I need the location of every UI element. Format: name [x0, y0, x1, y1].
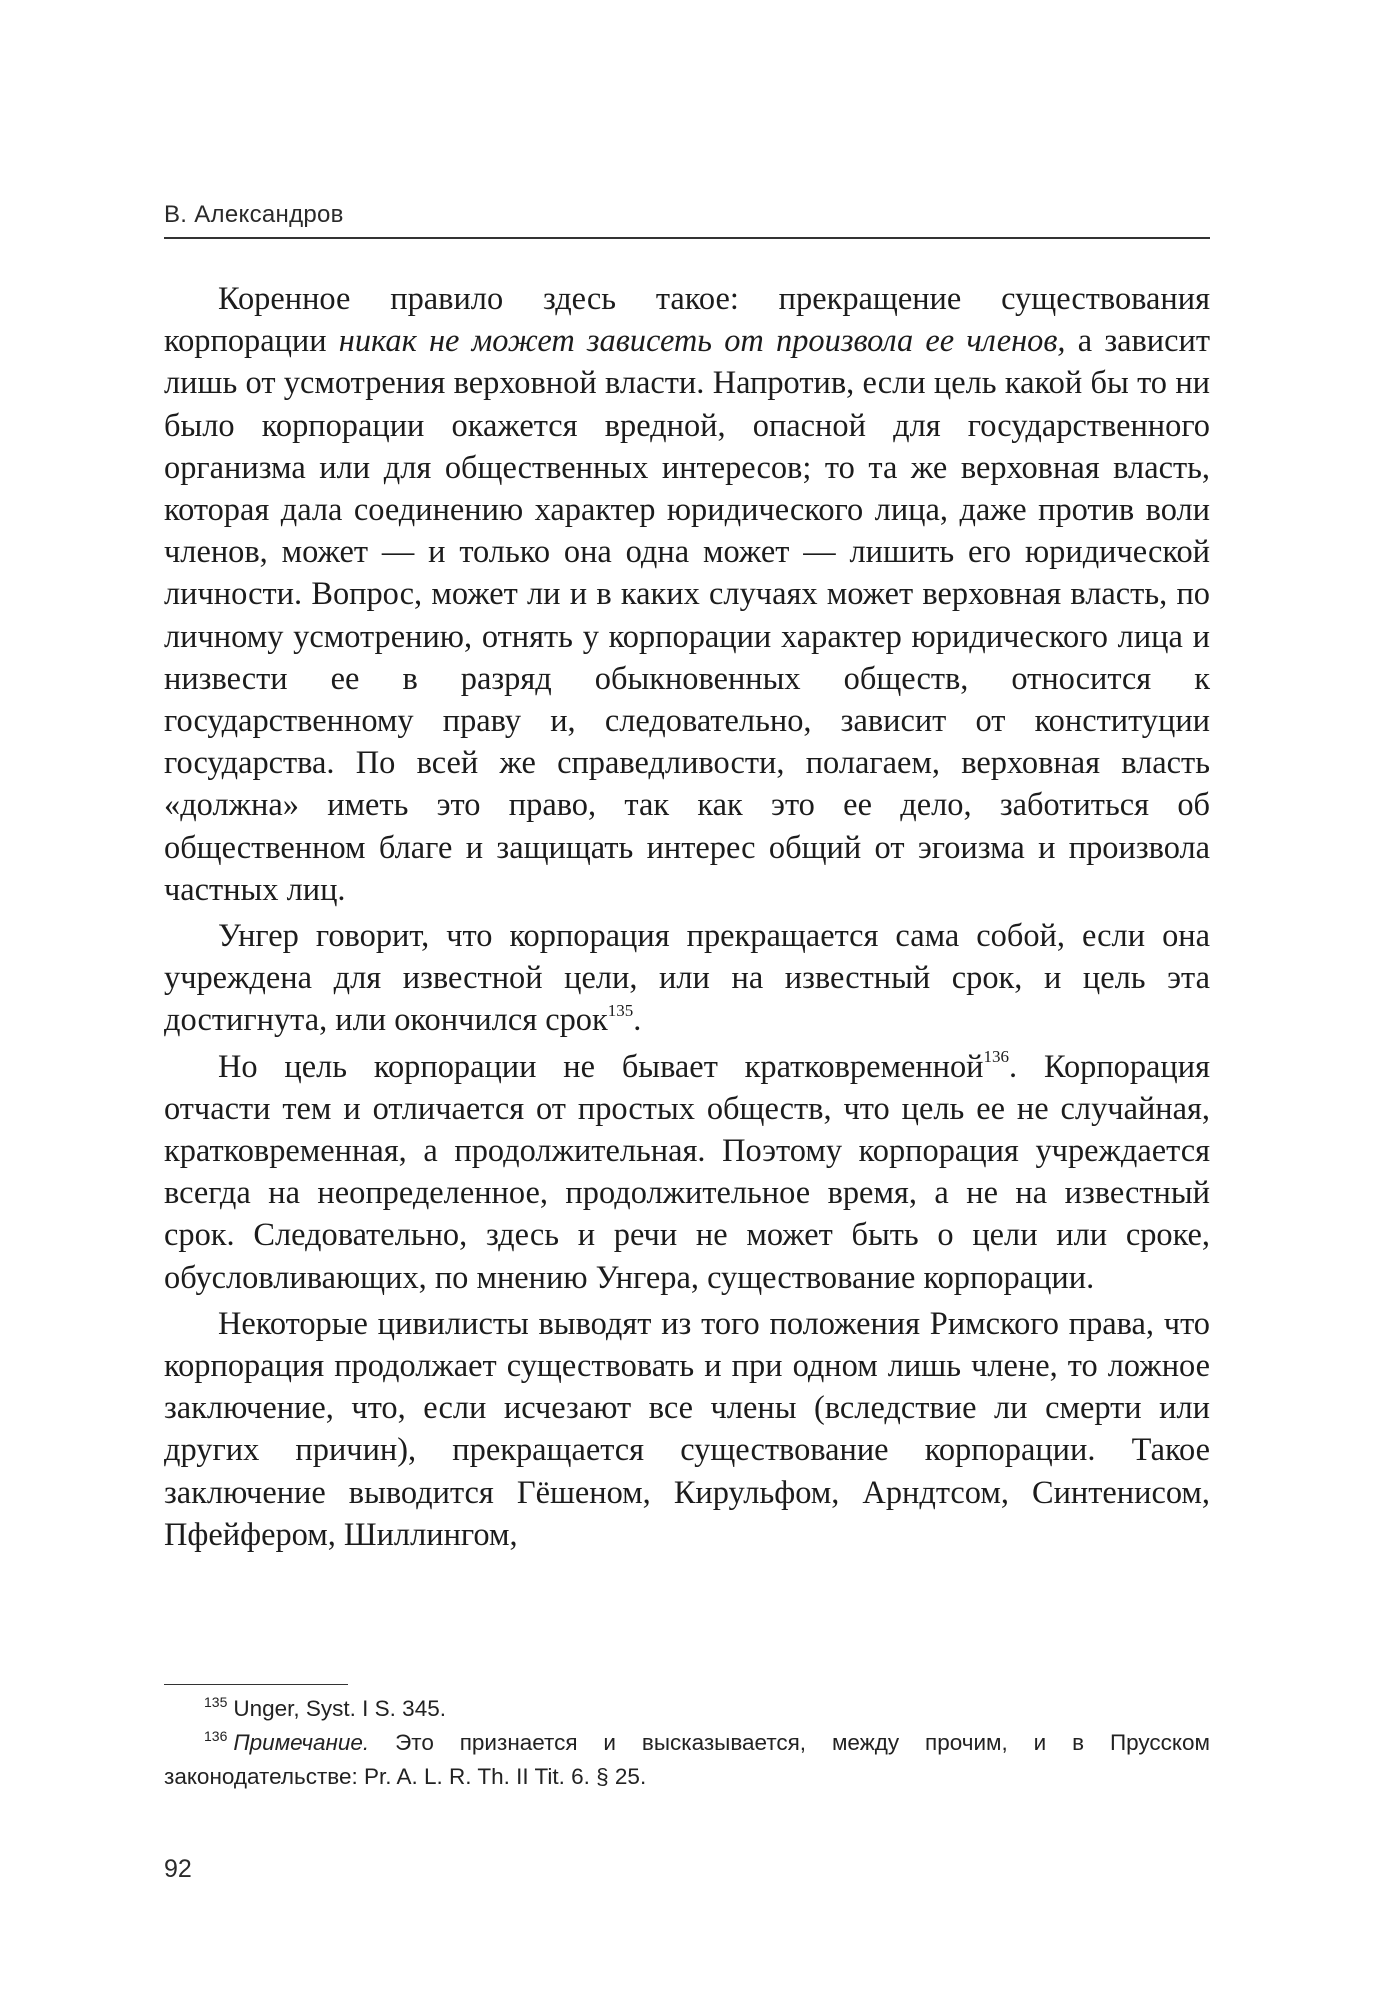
- footnote-135: [164, 1693, 1210, 1727]
- paragraph-4-text: Некоторые цивилисты выводят из того положения Римского права, что корпорация продолжает существовать и при одном лишь члене, то ложное заключение, что, если исчезают все члены (вследствие ли смерти или других причин), прекращается существование корпорации. Такое заключение выводится Гёшеном, Кирульфом, Арндтсом, Синтенисом, Пфейфером, Шиллингом,: [164, 1305, 1210, 1553]
- paragraph-3-text-a: Но цель корпорации не бывает кратковременной: [218, 1048, 984, 1085]
- page-number: [164, 1853, 192, 1885]
- paragraph-2-text-a: Унгер говорит, что корпорация прекращается сама собой, если она учреждена для известной цели, или на известный срок, и цель эта достигнута, или окончился срок: [164, 918, 1210, 1039]
- paragraph-1: [164, 278, 1210, 911]
- footnote-136: [164, 1727, 1210, 1792]
- header-rule: [164, 237, 1210, 239]
- running-head: [164, 198, 1210, 232]
- footnotes: [164, 1693, 1210, 1792]
- paragraph-1-text-a: Коренное правило здесь такое: прекращение существования корпорации: [164, 281, 1210, 360]
- paragraph-1-text-b: а зависит лишь от усмотрения верховной власти. Напротив, если цель какой бы то ни было корпорации окажется вредной, опасной для государственного организма или для общественных интересов; то та же верховная власть, которая дала соединению характер юридического лица, даже против воли членов, может — и только она одна может — лишить его юридической личности. Вопрос, может ли и в каких случаях может верховная власть, по личному усмотрению, отнять у корпорации характер юридического лица и низвести ее в разряд обыкновенных обществ, относится к государственному праву и, следовательно, зависит от конституции государства. По всей же справедливости, полагаем, верховная власть «должна» иметь это право, так как это ее дело, заботиться об общественном благе и защищать интерес общий от эгоизма и произвола частных лиц.: [164, 323, 1210, 908]
- paragraph-4: [164, 1303, 1210, 1556]
- paragraph-2: [164, 915, 1210, 1042]
- paragraph-1-emphasis: никак не может зависеть от произвола ее членов,: [338, 323, 1066, 360]
- footnote-text: Unger, Syst. I S. 345.: [233, 1696, 446, 1721]
- running-head-author: В. Александров: [164, 201, 344, 228]
- paragraph-2-text-b: .: [633, 1002, 642, 1039]
- footnote-text: Это признается и высказывается, между прочим, и в Прусском законодательстве: Pr. A. L. R. Th. II Tit. 6. § 25.: [164, 1730, 1210, 1789]
- footnote-ref-136[interactable]: 136: [983, 1046, 1010, 1066]
- body-text: [164, 278, 1210, 1556]
- page-number-text: 92: [164, 1855, 192, 1883]
- footnote-ref-135[interactable]: 135: [607, 1000, 634, 1020]
- footnote-separator: [164, 1684, 348, 1685]
- paragraph-3-text-b: . Корпорация отчасти тем и отличается от простых обществ, что цель ее не случайная, кратковременная, а продолжительная. Поэтому корпорация учреждается всегда на неопределенное, продолжительное время, а не на известный срок. Следовательно, здесь и речи не может быть о цели или сроке, обусловливающих, по мнению Унгера, существование корпорации.: [164, 1048, 1211, 1296]
- footnote-number: 135: [204, 1694, 228, 1710]
- footnote-label: Примечание.: [233, 1730, 370, 1755]
- footnote-number: 136: [204, 1728, 228, 1744]
- paragraph-3: [164, 1046, 1210, 1299]
